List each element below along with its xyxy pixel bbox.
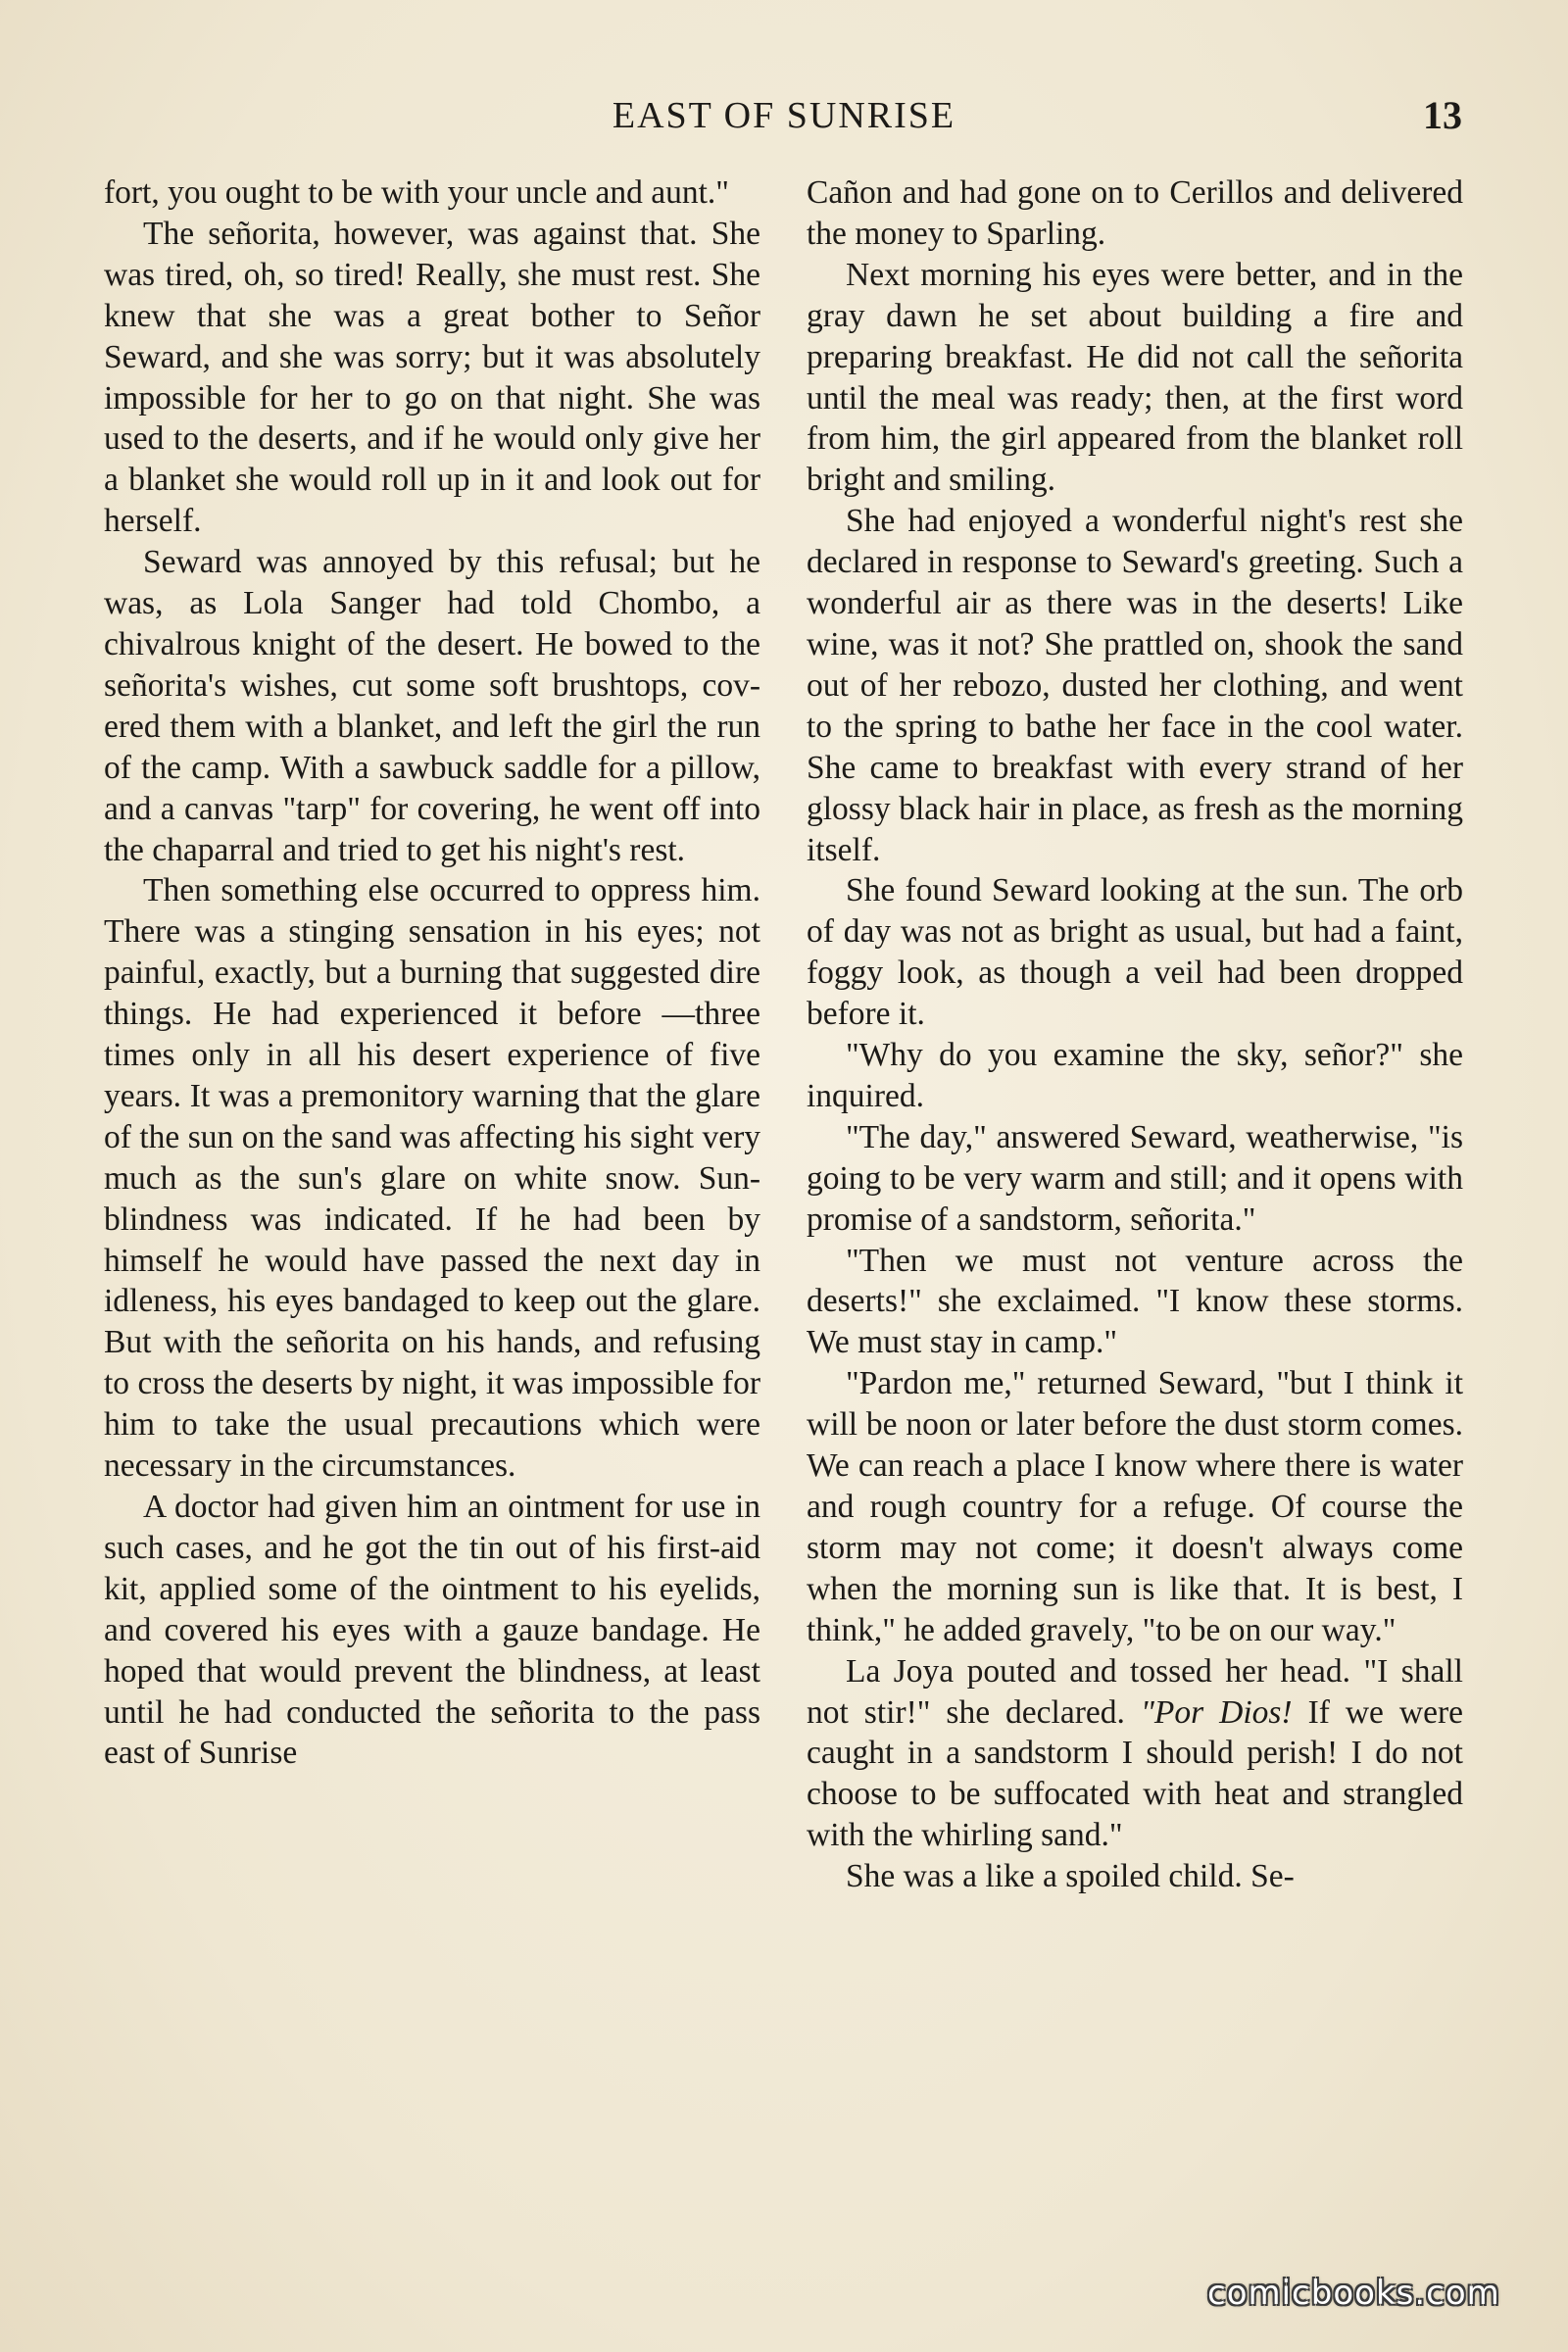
- paragraph: Cañon and had gone on to Cerillos and delivered the money to Sparling.: [807, 174, 1463, 252]
- paragraph: A doctor had given him an ointment for use in such cases, and he got the tin out of his first-aid kit, applied some of the ointment to his eyelids, and covered his eyes with a gauze bandage. He hoped that would prevent the blindness, at least until he had conducted the señorita to the pass east of Sunrise: [104, 1489, 760, 1772]
- italic-phrase: "Por Dios!: [1140, 1693, 1293, 1731]
- paragraph: "Why do you examine the sky, señor?" she inquired.: [807, 1037, 1463, 1114]
- paragraph: "Then we must not venture across the deserts!" she exclaimed. "I know these storms. We must stay in camp.": [807, 1242, 1463, 1361]
- paragraph: Then something else occurred to oppress him. There was a stinging sensation in his eyes; not painful, exactly, but a burning that suggested dire things. He had experienced it before —three times only in all his desert experience of five years. It was a premonitory warning that the glare of the sun on the sand was affecting his sight very much as the sun's glare on white snow. Sun-blindness was indicated. If he had been by himself he would have passed the next day in idleness, his eyes bandaged to keep out the glare. But with the señorita on his hands, and refusing to cross the deserts by night, it was impossible for him to take the usual precautions which were necessary in the circumstances.: [104, 872, 760, 1485]
- text-run: If we were caught in a sandstorm I should perish! I do not choose to be suffocated with heat and strangled with the whirling sand.": [807, 1693, 1463, 1854]
- paragraph: She found Seward looking at the sun. The orb of day was not as bright as usual, but had a faint, foggy look, as though a veil had been dropped before it.: [807, 872, 1463, 1033]
- paragraph: "The day," answered Seward, weatherwise, "is going to be very warm and still; and it opens with promise of a sandstorm, señorita.": [807, 1118, 1463, 1238]
- paragraph: [807, 1651, 1463, 1857]
- paragraph: The señorita, however, was against that. She was tired, oh, so tired! Really, she must rest. She knew that she was a great bother to Señor Seward, and she was sorry; but it was absolutely impossible for her to go on that night. She was used to the deserts, and if he would only give her a blanket she would roll up in it and look out for herself.: [104, 215, 760, 540]
- watermark: comicbooks.com: [1207, 2274, 1500, 2313]
- paragraph: "Pardon me," returned Seward, "but I think it will be noon or later before the dust storm comes. We can reach a place I know where there is water and rough country for a refuge. Of course the storm may not come; it doesn't always come when the morning sun is like that. It is best, I think," he added gravely, "to be on our way.": [807, 1365, 1463, 1648]
- paragraph: Next morning his eyes were better, and in the gray dawn he set about building a fire and preparing breakfast. He did not call the señorita until the meal was ready; then, at the first word from him, the girl appeared from the blanket roll bright and smiling.: [807, 256, 1463, 499]
- running-title: EAST OF SUNRISE: [612, 95, 956, 136]
- page-number: 13: [1423, 93, 1462, 137]
- paragraph: fort, you ought to be with your uncle and aunt.": [104, 174, 729, 211]
- paragraph: Seward was annoyed by this refusal; but he was, as Lola Sanger had told Chombo, a chivalrous knight of the desert. He bowed to the señorita's wishes, cut some soft brushtops, covered them with a blanket, and left the girl the run of the camp. With a sawbuck saddle for a pillow, and a canvas "tarp" for covering, he went off into the chaparral and tried to get his night's rest.: [104, 544, 760, 868]
- right-column: [807, 172, 1463, 1897]
- paragraph: She had enjoyed a wonderful night's rest she declared in response to Seward's greeting. Such a wonderful air as there was in the deserts! Like wine, was it not? She prattled on, shook the sand out of her rebozo, dusted her clothing, and went to the spring to bathe her face in the cool water. She came to breakfast with every strand of her glossy black hair in place, as fresh as the morning itself.: [807, 503, 1463, 868]
- left-column: [104, 172, 760, 1774]
- text-run: La Joya pouted and tossed her head. "I shall not stir!" she declared.: [807, 1652, 1463, 1731]
- paragraph: She was a like a spoiled child. Se-: [846, 1858, 1295, 1895]
